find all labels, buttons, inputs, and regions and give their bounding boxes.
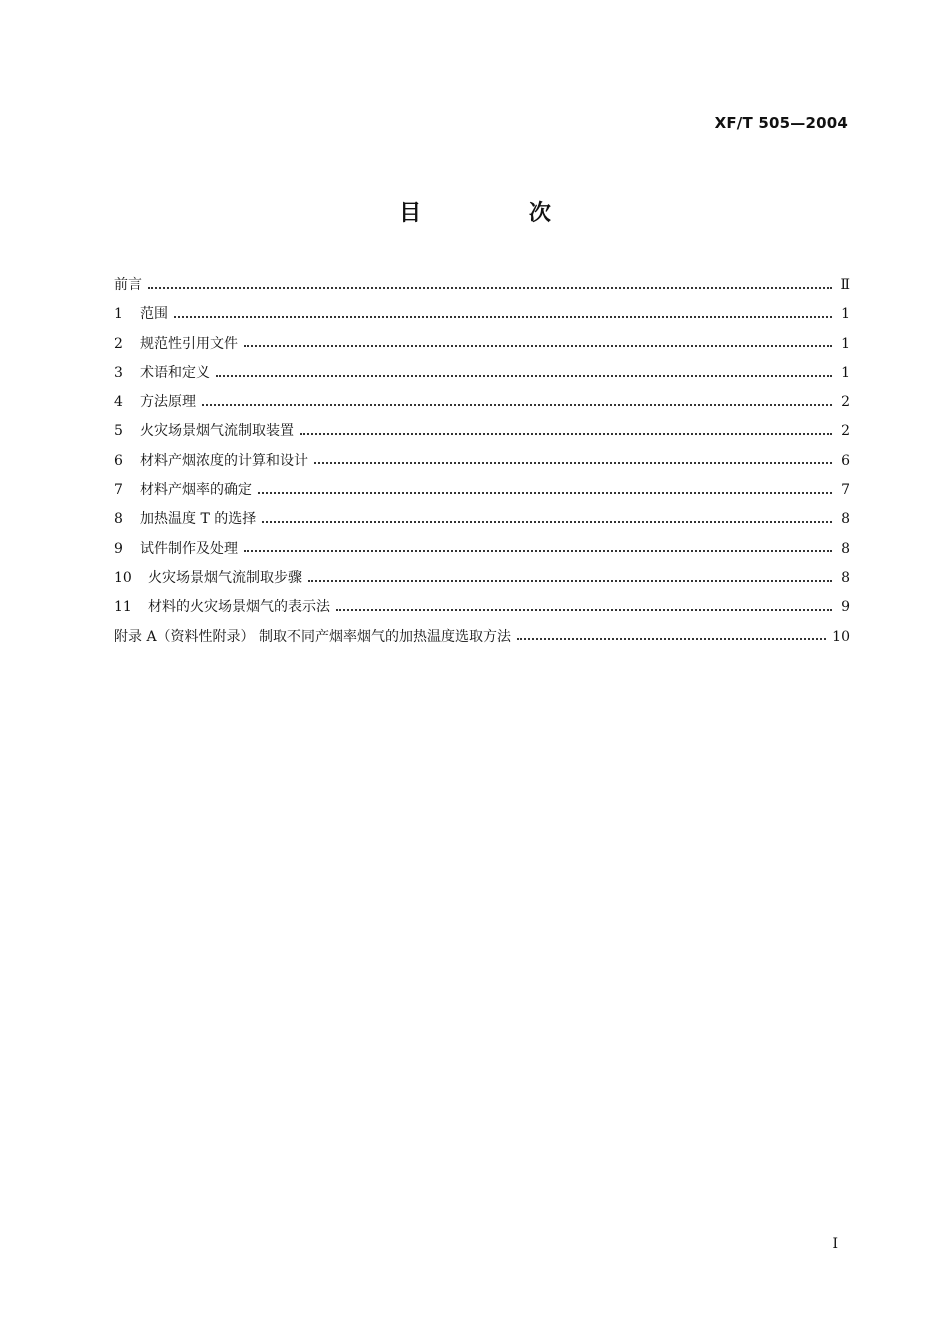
toc-leader [202, 404, 832, 406]
toc-page: 8 [841, 540, 850, 557]
toc-entry[interactable] [114, 417, 850, 446]
toc-number: 10 [114, 569, 132, 586]
toc-entry[interactable] [114, 535, 850, 564]
toc-label: 火灾场景烟气流制取步骤 [148, 569, 302, 586]
toc-page: 2 [841, 394, 850, 411]
toc-leader [244, 345, 832, 347]
toc-entry[interactable] [114, 330, 850, 359]
toc-page: 9 [841, 599, 850, 616]
toc-label: 规范性引用文件 [140, 335, 238, 352]
toc-leader [262, 521, 832, 523]
toc-label: 试件制作及处理 [140, 540, 238, 557]
toc-entry[interactable] [114, 359, 850, 388]
toc-label: 材料的火灾场景烟气的表示法 [148, 599, 330, 616]
page-number: I [832, 1236, 838, 1252]
toc-page: 7 [841, 482, 850, 499]
toc-leader [314, 462, 832, 464]
toc-leader [336, 609, 832, 611]
toc-entry[interactable] [114, 505, 850, 534]
toc-number: 1 [114, 306, 123, 323]
toc-number: 6 [114, 452, 123, 469]
toc-page: 1 [841, 364, 850, 381]
toc-page: 10 [832, 628, 850, 645]
toc-page: 8 [841, 511, 850, 528]
toc-leader [216, 375, 832, 377]
toc-label: 材料产烟浓度的计算和设计 [140, 452, 308, 469]
toc-entry[interactable] [114, 593, 850, 622]
toc-label: 材料产烟率的确定 [140, 482, 252, 499]
toc-label: 加热温度 T 的选择 [140, 511, 257, 528]
toc-number: 2 [114, 335, 123, 352]
toc-label: 火灾场景烟气流制取装置 [140, 423, 294, 440]
toc-entry[interactable] [114, 300, 850, 329]
toc-page: 1 [841, 335, 850, 352]
toc-entry[interactable] [114, 388, 850, 417]
toc-page: Ⅱ [840, 277, 850, 293]
toc-number: 8 [114, 511, 123, 528]
toc-number: 11 [114, 599, 132, 616]
toc-label: 术语和定义 [140, 364, 210, 381]
toc-leader [308, 580, 832, 582]
toc-leader [174, 316, 832, 318]
toc-entry[interactable] [114, 271, 850, 300]
toc-label: 前言 [114, 277, 142, 293]
toc-number: 5 [114, 423, 123, 440]
toc-leader [300, 433, 832, 435]
toc-page: 1 [841, 306, 850, 323]
toc-number: 4 [114, 394, 123, 411]
toc-number: 3 [114, 364, 123, 381]
toc-leader [517, 638, 826, 640]
toc-page: 8 [841, 569, 850, 586]
toc-entry[interactable] [114, 476, 850, 505]
toc-label: 范围 [140, 306, 168, 323]
toc-label: 方法原理 [140, 394, 196, 411]
toc-page: 6 [841, 452, 850, 469]
document-code: XF/T 505—2004 [714, 114, 848, 132]
toc-leader [258, 492, 832, 494]
toc-entry[interactable] [114, 623, 850, 652]
toc-leader [148, 287, 832, 289]
toc-page: 2 [841, 423, 850, 440]
table-of-contents [114, 271, 850, 652]
toc-label: 附录 A（资料性附录） 制取不同产烟率烟气的加热温度选取方法 [114, 628, 512, 645]
toc-entry[interactable] [114, 564, 850, 593]
toc-number: 7 [114, 482, 123, 499]
toc-number: 9 [114, 540, 123, 557]
page-title: 目 次 [399, 201, 601, 226]
toc-leader [244, 550, 832, 552]
toc-entry[interactable] [114, 447, 850, 476]
